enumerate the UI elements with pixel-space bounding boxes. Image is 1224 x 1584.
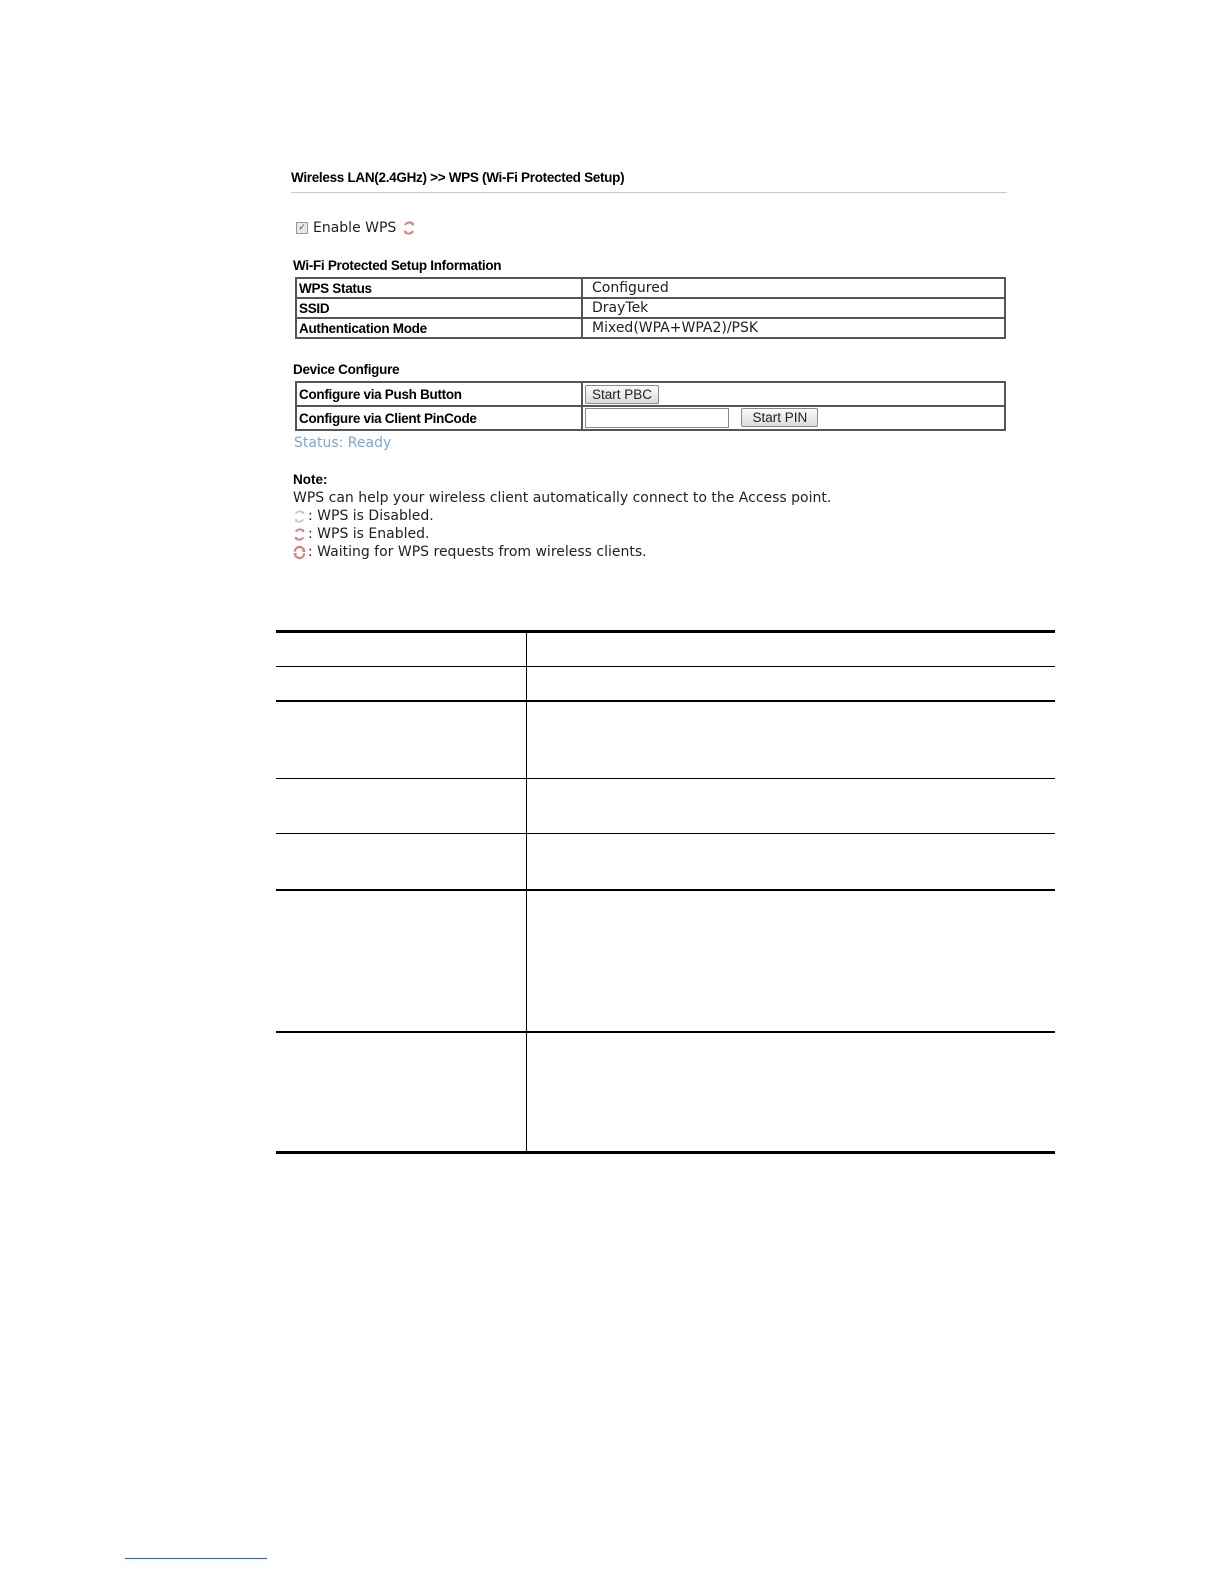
note-title: Note:: [293, 472, 328, 487]
note-section: [293, 471, 831, 561]
table-bottom-border: [276, 1151, 1055, 1154]
table-top-border: [276, 630, 1055, 633]
enable-wps-row[interactable]: [296, 220, 416, 236]
note-item-text: : WPS is Enabled.: [308, 526, 430, 542]
wps-status-label: WPS Status: [296, 278, 582, 298]
push-button-label: Configure via Push Button: [296, 382, 582, 406]
enable-wps-label: Enable WPS: [313, 220, 397, 236]
table-row: [296, 406, 1005, 430]
table-row-divider: [276, 778, 1055, 779]
push-button-cell: [582, 382, 1005, 406]
start-pin-button[interactable]: Start PIN: [741, 408, 818, 427]
status-text: Status: Ready: [294, 435, 392, 451]
table-row: [296, 298, 1005, 318]
wps-info-table: [295, 277, 1006, 339]
table-row: [296, 318, 1005, 338]
wps-disabled-icon: [293, 510, 306, 523]
pin-code-label: Configure via Client PinCode: [296, 406, 582, 430]
auth-mode-value: Mixed(WPA+WPA2)/PSK: [582, 318, 1005, 338]
wps-enabled-icon: [293, 528, 306, 541]
wps-enabled-icon: [402, 221, 416, 235]
table-row: [296, 278, 1005, 298]
ssid-label: SSID: [296, 298, 582, 318]
pin-code-input[interactable]: [585, 408, 729, 428]
note-item-text: : WPS is Disabled.: [308, 508, 434, 524]
table-column-divider: [526, 630, 527, 1154]
start-pbc-button[interactable]: Start PBC: [585, 385, 659, 404]
description-table: [276, 630, 1055, 1154]
wps-status-value: Configured: [582, 278, 1005, 298]
pin-code-cell: [582, 406, 1005, 430]
device-configure-table: [295, 381, 1006, 431]
auth-mode-label: Authentication Mode: [296, 318, 582, 338]
note-item-text: : Waiting for WPS requests from wireless clients.: [308, 544, 647, 560]
wps-waiting-icon: [293, 546, 306, 559]
enable-wps-checkbox[interactable]: ✓: [296, 222, 308, 234]
table-row-divider: [276, 1031, 1055, 1033]
table-row-divider: [276, 833, 1055, 834]
table-row-divider: [276, 889, 1055, 891]
note-intro: WPS can help your wireless client automatically connect to the Access point.: [293, 490, 832, 506]
table-row: [296, 382, 1005, 406]
device-configure-heading: Device Configure: [293, 362, 400, 377]
table-row-divider: [276, 666, 1055, 667]
footnote-rule: [125, 1558, 267, 1559]
note-item-disabled: [293, 507, 831, 525]
note-item-enabled: [293, 525, 831, 543]
table-row-divider: [276, 700, 1055, 702]
ssid-value: DrayTek: [582, 298, 1005, 318]
page-title: Wireless LAN(2.4GHz) >> WPS (Wi-Fi Protected Setup): [291, 170, 1007, 193]
wps-info-heading: Wi-Fi Protected Setup Information: [293, 258, 502, 273]
note-item-waiting: [293, 543, 831, 561]
